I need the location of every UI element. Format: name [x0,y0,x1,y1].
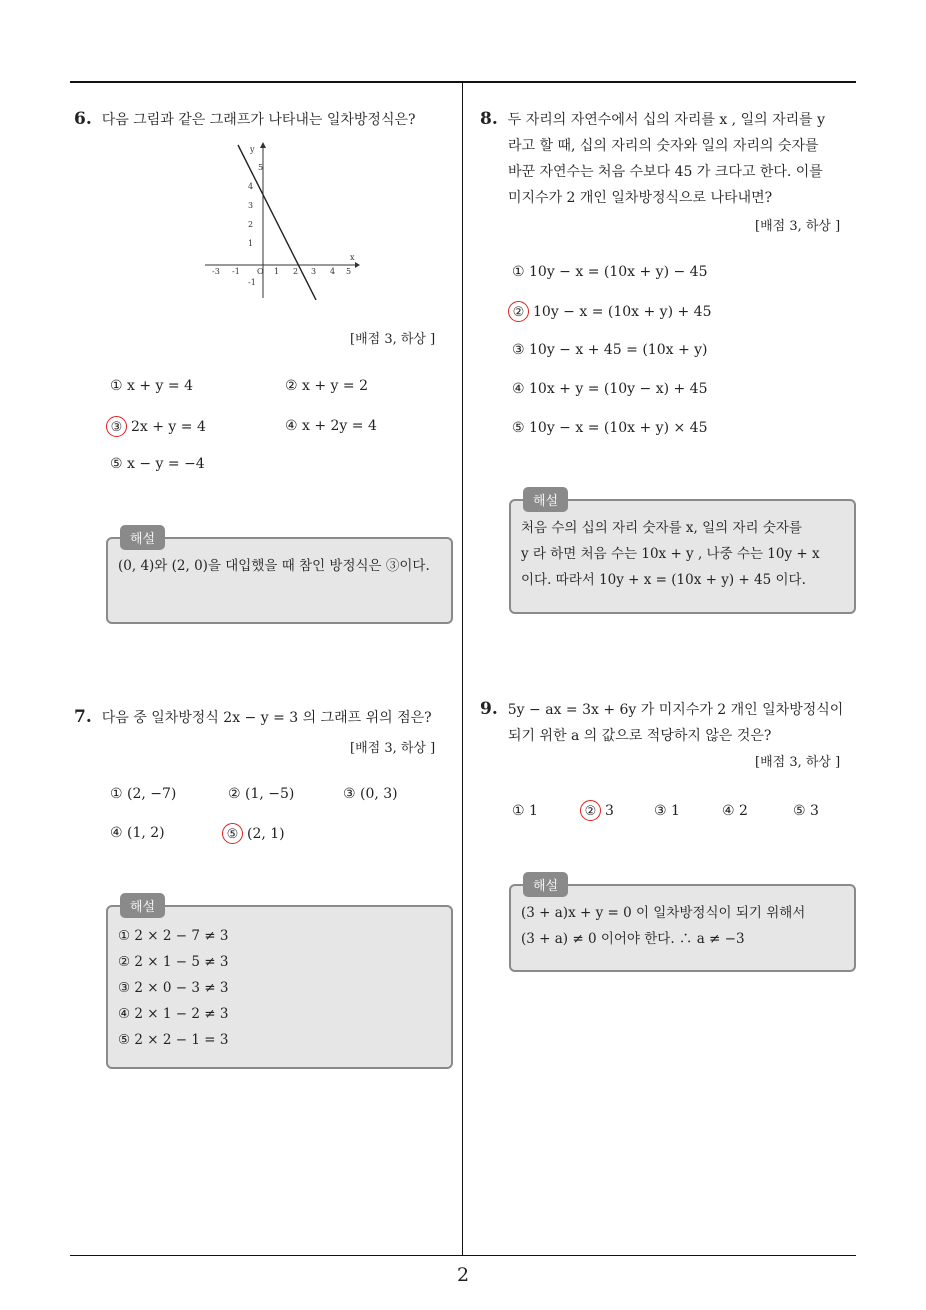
question-text-line: 미지수가 2 개인 일차방정식으로 나타내면? [508,190,773,206]
question-7 [74,704,454,731]
solution-text: (0, 4)와 (2, 0)을 대입했을 때 참인 방정식은 ③이다. [118,558,430,574]
question-number: 7. [74,707,92,727]
meta: [배점 3, 하상 ] [755,755,841,770]
option-1[interactable]: ① 10y − x = (10x + y) − 45 [512,264,708,280]
option-2[interactable]: ② 3 [580,800,614,821]
y-tick: -1 [248,278,256,287]
solution-line: (3 + a) ≠ 0 이어야 한다. ∴ a ≠ −3 [521,931,745,947]
x-tick: 1 [274,267,280,276]
option-4[interactable]: ④ x + 2y = 4 [285,418,377,434]
meta: [배점 3, 하상 ] [350,332,436,347]
option-3[interactable]: ③ 1 [654,803,680,819]
solution-line: ① 2 × 2 − 7 ≠ 3 [118,928,229,944]
option-3[interactable]: ③ (0, 3) [343,786,398,802]
answer-mark: ③ [106,416,127,437]
column-divider [462,83,463,1255]
option-1[interactable]: ① 1 [512,803,538,819]
x-tick: 5 [346,267,352,276]
footer-rule [70,1255,856,1256]
question-6 [74,106,454,133]
question-text-line: 바꾼 자연수는 처음 수보다 45 가 크다고 한다. 이를 [508,164,823,180]
y-tick: 5 [258,163,264,172]
solution-line: (3 + a)x + y = 0 이 일차방정식이 되기 위해서 [521,905,806,921]
solution-line: 처음 수의 십의 자리 숫자를 x, 일의 자리 숫자를 [521,520,802,536]
page-number: 2 [456,1264,470,1286]
x-axis-label: x [350,253,355,262]
question-number: 9. [480,699,498,719]
solution-tab: 해설 [523,872,568,897]
x-tick: 4 [330,267,336,276]
question-9 [480,696,860,749]
option-3[interactable]: ③ 2x + y = 4 [106,416,206,437]
option-4[interactable]: ④ 2 [722,803,748,819]
x-tick: O [257,267,264,276]
solution-box [106,900,453,1069]
solution-tab: 해설 [120,525,165,550]
option-3[interactable]: ③ 10y − x + 45 = (10x + y) [512,342,708,358]
x-tick: 3 [311,267,317,276]
question-8 [480,106,860,211]
meta: [배점 3, 하상 ] [350,741,436,756]
question-text-line: 5y − ax = 3x + 6y 가 미지수가 2 개인 일차방정식이 [507,702,844,718]
meta: [배점 3, 하상 ] [755,219,841,234]
y-axis-label: y [250,145,255,154]
option-1[interactable]: ① (2, −7) [110,786,177,802]
option-5[interactable]: ⑤ x − y = −4 [110,456,205,472]
solution-box [106,532,453,624]
question-text: 다음 중 일차방정식 2x − y = 3 의 그래프 위의 점은? [101,710,432,726]
solution-box [509,879,856,972]
question-number: 6. [74,109,92,129]
linear-graph [200,140,360,300]
option-2[interactable]: ② 10y − x = (10x + y) + 45 [508,301,712,322]
solution-line: ④ 2 × 1 − 2 ≠ 3 [118,1006,229,1022]
question-text-line: 되기 위한 a 의 값으로 적당하지 않은 것은? [508,728,772,744]
option-1[interactable]: ① x + y = 4 [110,378,193,394]
solution-line: ⑤ 2 × 2 − 1 = 3 [118,1032,229,1048]
header-rule [70,81,856,83]
answer-mark: ② [508,301,529,322]
y-tick: 2 [248,220,254,229]
solution-line: 이다. 따라서 10y + x = (10x + y) + 45 이다. [521,572,806,588]
answer-mark: ② [580,800,601,821]
y-tick: 4 [248,182,254,191]
option-5[interactable]: ⑤ (2, 1) [222,823,285,844]
option-4[interactable]: ④ 10x + y = (10y − x) + 45 [512,381,708,397]
solution-line: ② 2 × 1 − 5 ≠ 3 [118,954,229,970]
x-tick: -1 [232,267,240,276]
y-tick: 1 [248,239,254,248]
answer-mark: ⑤ [222,823,243,844]
question-number: 8. [480,109,498,129]
option-5[interactable]: ⑤ 3 [793,803,819,819]
solution-line: y 라 하면 처음 수는 10x + y , 나중 수는 10y + x [521,546,820,562]
solution-line: ③ 2 × 0 − 3 ≠ 3 [118,980,229,996]
question-text-line: 라고 할 때, 십의 자리의 숫자와 일의 자리의 숫자를 [508,138,819,154]
y-tick: 3 [248,201,254,210]
x-tick: -3 [212,267,220,276]
option-4[interactable]: ④ (1, 2) [110,825,165,841]
solution-tab: 해설 [120,893,165,918]
option-2[interactable]: ② (1, −5) [228,786,295,802]
solution-box [509,494,856,614]
x-tick: 2 [293,267,299,276]
option-2[interactable]: ② x + y = 2 [285,378,368,394]
option-5[interactable]: ⑤ 10y − x = (10x + y) × 45 [512,420,708,436]
question-text: 다음 그림과 같은 그래프가 나타내는 일차방정식은? [101,112,416,128]
solution-tab: 해설 [523,487,568,512]
question-text-line: 두 자리의 자연수에서 십의 자리를 x , 일의 자리를 y [507,112,826,128]
